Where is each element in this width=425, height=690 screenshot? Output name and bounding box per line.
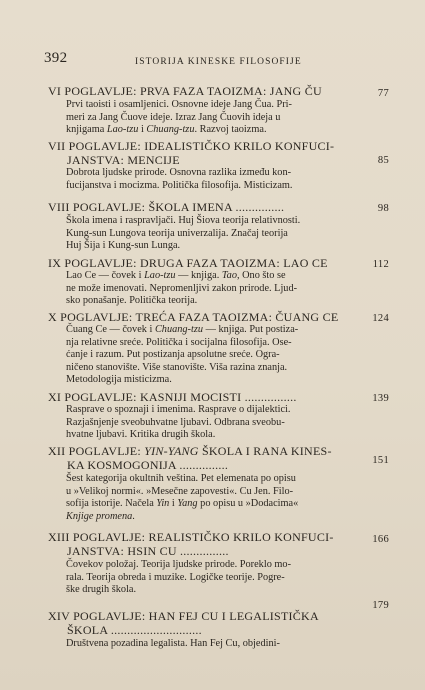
chapter-title	[48, 445, 368, 472]
chapter-title	[48, 391, 368, 405]
summary-line: Čuang Ce — čovek i Chuang-tzu — knjiga. Put postiza-	[66, 324, 299, 335]
chapter-title-line: XI POGLAVLJE: KASNIJI MOCISTI ................	[48, 390, 297, 404]
summary-line: Lao Ce — čovek i Lao-tzu — knjiga. Tao, Ono što se	[66, 270, 286, 281]
chapter-title-line: ŠKOLA ............................	[67, 622, 202, 637]
chapter-title-line: XIII POGLAVLJE: REALISTIČKO KRILO KONFUCI-	[48, 530, 334, 544]
summary-line: meri za Jang Čuove ideje. Izraz Jang Čuovih ideja u	[66, 111, 281, 123]
summary-line: Huj Šija i Kung-sun Lunga.	[66, 240, 181, 252]
chapter-title-line: JANSTVA: MENCIJE	[67, 152, 180, 167]
chapter-page: 98	[377, 203, 389, 214]
summary-line: ne može imenovati. Nepromenljivi zakon prirode. Ljud-	[66, 282, 298, 294]
summary-line: u »Velikoj normi«. »Mesečne zapovesti«. Cu Jen. Filo-	[66, 485, 294, 497]
chapter-page: 77	[377, 88, 389, 99]
chapter-title-line: VI POGLAVLJE: PRVA FAZA TAOIZMA: JANG ČU	[48, 84, 322, 98]
chapter-page: 112	[372, 259, 389, 270]
italic-title: Chuang-tzu	[154, 324, 203, 335]
summary-line: Razjašnjenje sveobuhvatne ljubavi. Odbrana sveobu-	[66, 416, 285, 428]
chapter-title-line: VIII POGLAVLJE: ŠKOLA IMENA ...............	[48, 200, 285, 214]
chapter-summary	[66, 270, 376, 308]
chapter-page: 151	[372, 455, 389, 466]
chapter-summary	[66, 324, 376, 387]
chapter-title-line: KA KOSMOGONIJA ...............	[67, 457, 229, 472]
summary-line: Kung-sun Lungova teorija univerzalija. Značaj teorija	[66, 227, 288, 239]
chapter-title	[48, 85, 368, 99]
summary-line: fucijanstva i mocizma. Politička filosofija. Misticizam.	[66, 179, 293, 191]
summary-line: ške drugih škola.	[66, 584, 137, 596]
running-title: ISTORIJA KINESKE FILOSOFIJE	[135, 57, 302, 67]
summary-line: rala. Teorija obreda i muzike. Logičke teorije. Pogre-	[66, 571, 285, 583]
summary-line: nja relativne sreće. Politička i socijalna filosofija. Ose-	[66, 336, 292, 348]
chapter-page: 124	[372, 313, 389, 324]
italic-term: YIN-YANG	[144, 444, 199, 458]
chapter-title	[48, 311, 368, 325]
summary-line: Knjige promena.	[66, 510, 135, 522]
chapter-title	[48, 610, 368, 637]
summary-line: Dobrota ljudske prirode. Osnovna razlika između kon-	[66, 167, 292, 178]
chapter-summary	[66, 215, 376, 253]
summary-line: Škola imena i raspravljači. Huj Šiova teorija relativnosti.	[66, 215, 301, 226]
chapter-summary	[66, 638, 376, 651]
chapter-title-line: XIV POGLAVLJE: HAN FEJ CU I LEGALISTIČKA	[48, 609, 319, 623]
italic-term: Yin	[156, 498, 170, 510]
summary-line: Prvi taoisti i osamljenici. Osnovne ideje Jang Čua. Pri-	[66, 99, 292, 110]
italic-title: Lao-tzu	[144, 270, 176, 281]
summary-line: Čovekov položaj. Teorija ljudske prirode. Poreklo mo-	[66, 559, 292, 570]
italic-title: Lao-tzu	[106, 124, 139, 136]
summary-line: Metodologija misticizma.	[66, 374, 172, 386]
summary-line: sko ponašanje. Politička teorija.	[66, 295, 198, 307]
chapter-page: 139	[372, 393, 389, 404]
summary-line: knjigama Lao-tzu i Chuang-tzu. Razvoj taoizma.	[66, 124, 267, 136]
chapter-summary	[66, 167, 376, 192]
italic-term: Yang	[177, 498, 198, 510]
chapter-summary	[66, 404, 376, 442]
summary-line: sofija istorije. Načela Yin i Yang po opisu u »Dodacima«	[66, 498, 299, 510]
chapter-title	[48, 140, 368, 167]
chapter-title-line: JANSTVA: HSIN CU ...............	[67, 543, 229, 558]
summary-line: Društvena pozadina legalista. Han Fej Cu, objedini-	[66, 638, 280, 649]
chapter-title	[48, 257, 368, 271]
summary-line: ničeno stanovište. Više stanovište. Viša razina znanja.	[66, 361, 288, 373]
chapter-summary	[66, 559, 376, 597]
summary-line: Rasprave o spoznaji i imenima. Rasprave o dijalektici.	[66, 404, 291, 415]
chapter-title-line: IX POGLAVLJE: DRUGA FAZA TAOIZMA: LAO CE	[48, 256, 328, 270]
chapter-title	[48, 201, 368, 215]
chapter-page: 166	[372, 534, 389, 545]
summary-line: Šest kategorija okultnih veština. Pet elemenata po opisu	[66, 473, 296, 484]
chapter-page: 179	[372, 600, 389, 611]
chapter-title	[48, 531, 368, 558]
chapter-summary	[66, 473, 376, 523]
page-number: 392	[44, 50, 68, 66]
chapter-title-line: VII POGLAVLJE: IDEALISTIČKO KRILO KONFUCI-	[48, 139, 335, 153]
summary-line: ćanje i razum. Put postizanja apsolutne sreće. Ogra-	[66, 349, 280, 361]
chapter-page: 85	[377, 155, 389, 166]
summary-line: hvatne ljubavi. Kritika drugih škola.	[66, 429, 216, 441]
italic-title: Knjige promena	[66, 510, 133, 522]
chapter-title-line: XII POGLAVLJE: YIN-YANG ŠKOLA I RANA KINES-	[48, 444, 332, 458]
italic-title: Chuang-tzu	[146, 124, 195, 136]
chapter-summary	[66, 99, 376, 137]
chapter-title-line: X POGLAVLJE: TREĆA FAZA TAOIZMA: ČUANG CE	[48, 310, 339, 324]
italic-term: Tao	[221, 270, 237, 281]
